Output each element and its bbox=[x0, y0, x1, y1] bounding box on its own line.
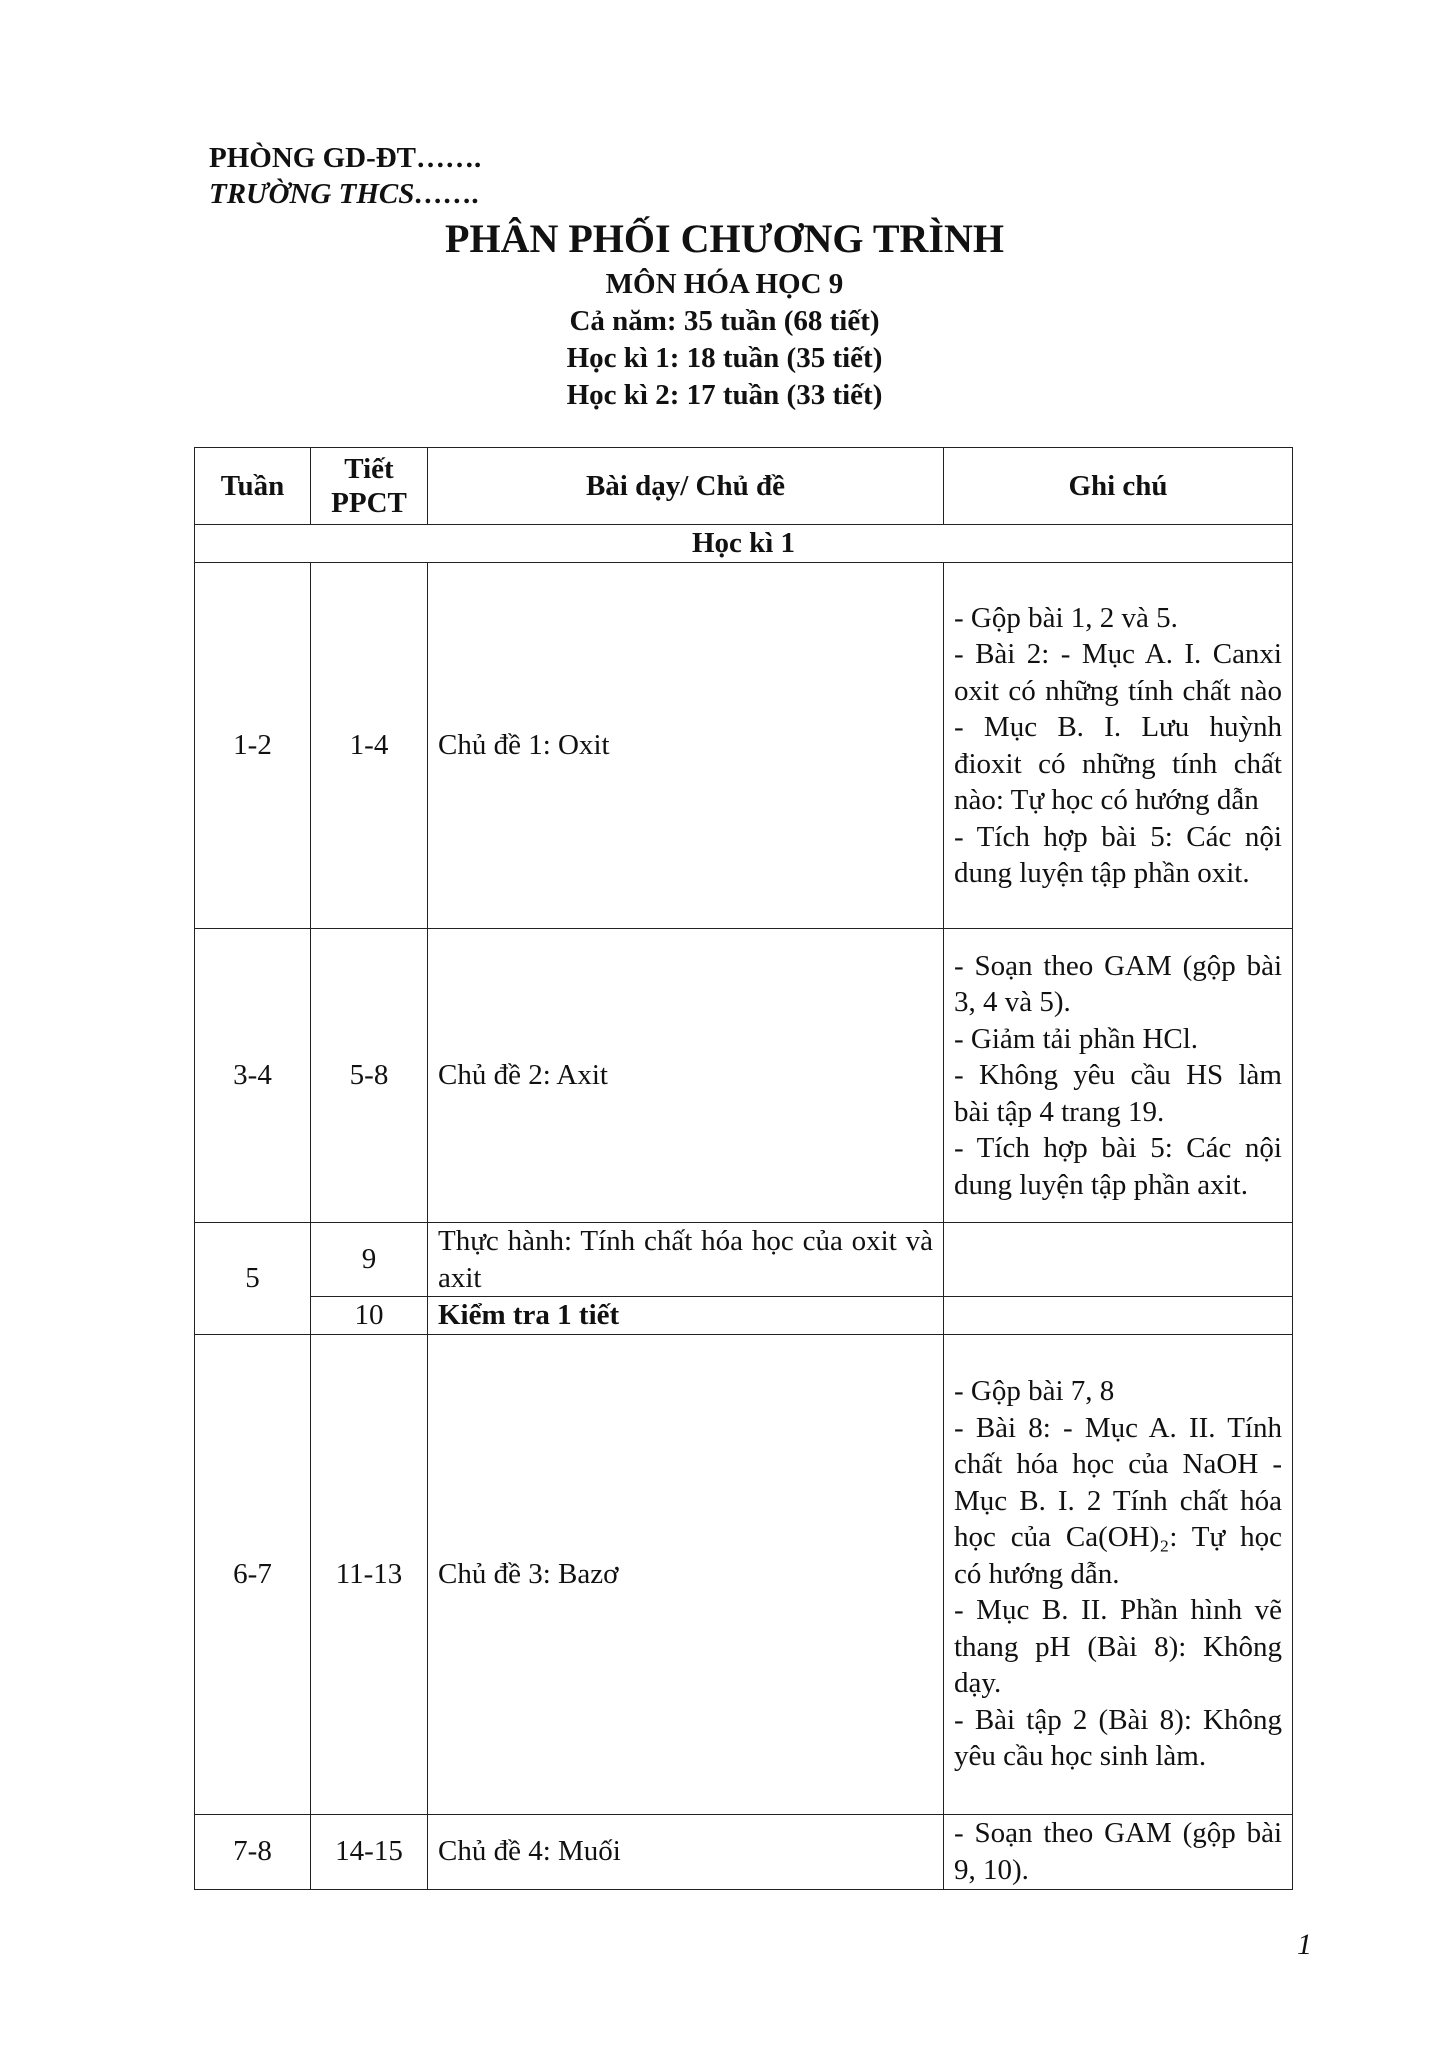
school-name: TRƯỜNG THCS……. bbox=[209, 178, 480, 210]
week-cell: 7-8 bbox=[195, 1814, 311, 1889]
period-cell: 5-8 bbox=[311, 929, 428, 1223]
note-line: - Tích hợp bài 5: Các nội dung luyện tập phần oxit. bbox=[954, 820, 1282, 889]
table-row bbox=[195, 929, 1293, 1223]
note-line: - Gộp bài 1, 2 và 5. bbox=[954, 601, 1178, 634]
page-number: 1 bbox=[1297, 1928, 1312, 1961]
subject-title: MÔN HÓA HỌC 9 bbox=[605, 268, 844, 300]
department-name: PHÒNG GD-ĐT……. bbox=[209, 142, 482, 174]
note-cell bbox=[944, 1334, 1293, 1814]
table-row bbox=[195, 563, 1293, 929]
note-line: - Soạn theo GAM (gộp bài 9, 10). bbox=[954, 1817, 1282, 1886]
header-period-line1: Tiết bbox=[344, 453, 394, 485]
week-cell: 6-7 bbox=[195, 1334, 311, 1814]
document-header bbox=[209, 140, 481, 212]
period-cell: 11-13 bbox=[311, 1334, 428, 1814]
lesson-cell: Chủ đề 4: Muối bbox=[428, 1814, 944, 1889]
semester2-summary: Học kì 2: 17 tuần (33 tiết) bbox=[566, 379, 883, 411]
lesson-cell: Chủ đề 3: Bazơ bbox=[428, 1334, 944, 1814]
table-row bbox=[195, 1814, 1293, 1889]
curriculum-table bbox=[194, 447, 1293, 1890]
note-line: - Tích hợp bài 5: Các nội dung luyện tập phần axit. bbox=[954, 1132, 1282, 1201]
note-line: - Bài tập 2 (Bài 8): Không yêu cầu học sinh làm. bbox=[954, 1703, 1282, 1773]
period-cell: 9 bbox=[311, 1223, 428, 1297]
table-row bbox=[195, 1223, 1293, 1297]
header-note: Ghi chú bbox=[944, 448, 1293, 525]
period-cell: 10 bbox=[311, 1297, 428, 1335]
header-week: Tuần bbox=[195, 448, 311, 525]
year-summary: Cả năm: 35 tuần (68 tiết) bbox=[569, 305, 880, 337]
header-lesson: Bài dạy/ Chủ đề bbox=[428, 448, 944, 525]
lesson-cell: Chủ đề 1: Oxit bbox=[428, 563, 944, 929]
note-cell bbox=[944, 1814, 1293, 1889]
week-cell: 3-4 bbox=[195, 929, 311, 1223]
note-line: - Soạn theo GAM (gộp bài 3, 4 và 5). bbox=[954, 949, 1282, 1019]
table-row bbox=[195, 1297, 1293, 1335]
table-row bbox=[195, 1334, 1293, 1814]
note-line: - Mục B. II. Phần hình vẽ thang pH (Bài 8): Không dạy. bbox=[954, 1594, 1282, 1700]
period-cell: 14-15 bbox=[311, 1814, 428, 1889]
note-line: - Giảm tải phần HCl. bbox=[954, 1022, 1199, 1055]
semester-row bbox=[195, 525, 1293, 563]
week-cell: 1-2 bbox=[195, 563, 311, 929]
note-line: - Bài 2: - Mục A. I. Canxi oxit có những tính chất nào - Mục B. I. Lưu huỳnh đioxit có những tính chất nào: Tự học có hướng dẫn bbox=[954, 638, 1282, 816]
note-line: - Không yêu cầu HS làm bài tập 4 trang 19. bbox=[954, 1059, 1282, 1128]
lesson-cell bbox=[428, 1223, 944, 1297]
lesson-text: Thực hành: Tính chất hóa học của oxit và axit bbox=[438, 1225, 933, 1294]
note-cell bbox=[944, 929, 1293, 1223]
note-cell bbox=[944, 1297, 1293, 1335]
note-cell bbox=[944, 1223, 1293, 1297]
document-titles bbox=[0, 212, 1449, 414]
period-cell: 1-4 bbox=[311, 563, 428, 929]
header-period bbox=[311, 448, 428, 525]
week-cell: 5 bbox=[195, 1223, 311, 1335]
page-title: PHÂN PHỐI CHƯƠNG TRÌNH bbox=[445, 216, 1004, 261]
lesson-cell: Chủ đề 2: Axit bbox=[428, 929, 944, 1223]
lesson-cell: Kiểm tra 1 tiết bbox=[428, 1297, 944, 1335]
note-cell bbox=[944, 563, 1293, 929]
semester1-summary: Học kì 1: 18 tuần (35 tiết) bbox=[566, 342, 883, 374]
header-period-line2: PPCT bbox=[331, 487, 407, 519]
table-header-row bbox=[195, 448, 1293, 525]
semester-label: Học kì 1 bbox=[195, 525, 1293, 563]
note-line: - Gộp bài 7, 8 bbox=[954, 1375, 1115, 1408]
note-line: - Bài 8: - Mục A. II. Tính chất hóa học của NaOH - Mục B. I. 2 Tính chất hóa học của Ca(OH)₂: Tự học có hướng dẫn. bbox=[954, 1411, 1282, 1590]
